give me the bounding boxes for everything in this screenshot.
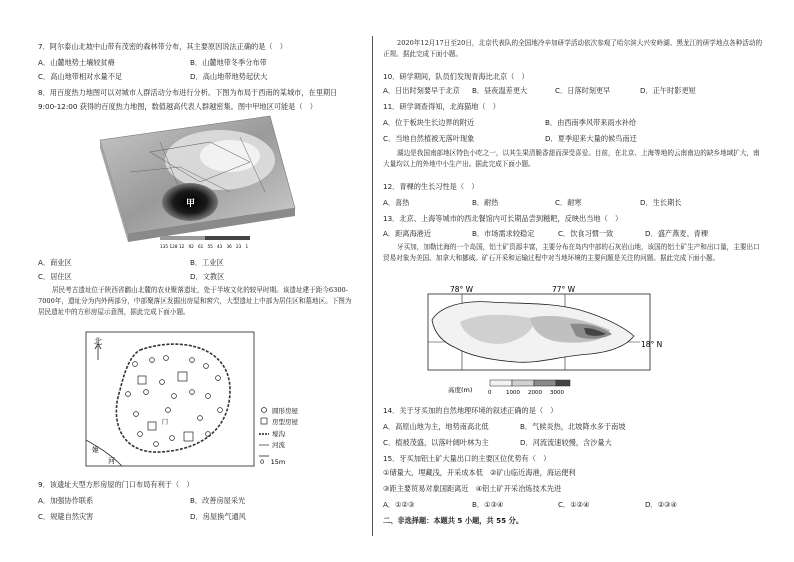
q13-option-d: D．盛产燕麦、青稞 [645,229,709,238]
legend-ditch: 壕沟 [272,430,285,438]
round-houses [126,356,223,447]
legend-square-house-icon [261,418,267,424]
legend-tick-2000: 2000 [528,390,542,396]
round-house [160,380,165,385]
heat-map-figure [90,112,300,252]
heat-scale-tick-label: 55 [207,244,213,249]
q11-option-b: B．由西南季风带来雨水补给 [545,118,637,127]
q12-stem: 12．青稞的生长习性是（ ） [383,182,479,191]
lon-77-label: 77° W [552,285,576,294]
passage-site: 居民考古遗址位于陕西省鹳山北麓的农业聚落遗址，处于半坡文化的较早时期。该遗址建于距今6300-7000年，遗址分为内外两部分，中部聚落区发掘出房屋和窖穴，大型遗址上中部为居住区和墓地区。下图为居民遗址中的方形房屋示意图，据此完成下面小题。 [38,286,352,316]
round-house [190,358,195,363]
heat-scale-tick-label: 135 [160,244,168,249]
round-house [206,432,211,437]
jamaica-map-figure [420,284,670,400]
q12-option-b: B．耐热 [472,198,499,207]
round-house [164,356,169,361]
round-house [206,394,211,399]
legend-tick-0: 0 [488,390,492,396]
heat-scale-tick-label: 43 [217,244,223,249]
heat-scale-tick-label: 61 [198,244,204,249]
legend-round-house-icon [262,408,267,413]
q13-option-a: A．距离海港近 [383,229,432,238]
section-two-heading: 二、非选择题：本题共 5 小题，共 55 分。 [383,516,524,525]
q8-option-b: B．工业区 [190,258,224,267]
q11-option-c: C．当地自然植被无落叶现象 [383,134,475,143]
round-house [216,376,221,381]
q15-option-b: B．①③④ [472,500,504,509]
door-label: 门 [162,419,169,426]
q15-option-c: C．①②④ [558,500,590,509]
q11-option-a: A．位于板块生长边界的附近 [383,118,475,127]
legend-tick-3000: 3000 [550,390,564,396]
lon-78-label: 78° W [450,285,474,294]
round-house [133,362,138,367]
legend-scale: 0 15m [260,458,286,466]
passage-jamaica: 牙买加，加勒比海的一个岛国，铝土矿资源丰富，主要分布在岛内中部的石灰岩山地，该国的铝土矿生产和出口量，主要出口贸易对象为美国、加拿大和挪威。矿石开采和运输过程中对当地环境的主要问题是关注的问题。据此完成下面小题。 [383,243,760,262]
column-divider [372,36,373,536]
round-house [138,432,143,437]
lat-18-label: 18° N [641,340,663,349]
heat-scale-tick-label: 23 [236,244,242,249]
q11-stem: 11．研学调查得知，北海猫地（ ） [383,102,500,111]
q7-stem: 7．阿尔泰山北坡中山带有茂密的森林带分布，其主要原因说法正确的是（ ） [38,42,287,51]
q15-item-2: ③距主要贸易对象国距离近 ④铝土矿开采冶炼技术先进 [383,484,562,493]
q14-option-a: A．高原山地为主，地势南高北低 [383,422,489,431]
q10-option-b: B．昼夜温差更大 [472,86,528,95]
q15-item-1: ①储量大，埋藏浅，开采成本低 ②矿山临近海港，海运便利 [383,468,576,477]
round-house [154,442,159,447]
q12-option-c: C．耐寒 [555,198,582,207]
river-label-top: 姬 [92,446,99,454]
q13-stem: 13．北京、上海等城市的西北餐馆内可长期品尝到糍粑，反映出当地（ ） [383,214,623,223]
square-house [178,372,187,381]
round-house [134,412,139,417]
q7-option-d: D．高山地带地势起伏大 [190,72,268,81]
legend-round-house: 圆形房屋 [272,407,298,415]
site-map-legend [259,406,299,466]
passage-intro: 2020年12月17日至20日，北京代表队的全国地冷辛加研学活动依次参观了哈尔滨大兴安岭湖、黑龙江的研学地点各种活动的正规。据此完成下面小题。 [383,39,763,58]
square-house [148,422,156,430]
round-house [198,416,203,421]
round-house [204,364,209,369]
round-house [172,394,177,399]
heat-scale-tick-label: 1 [245,244,249,249]
q15-option-d: D．②③④ [645,500,678,509]
q8-stem-line1: 8．用百度热力地图可以对城市人群活动分布进行分析。下图为布局于西南的某城市，在里期日 [38,88,338,97]
q9-option-a: A．加强协作联系 [38,496,94,505]
heat-scale-tick-label: 128 [169,244,178,249]
q7-option-b: B．山麓地带冬季分布带 [190,58,267,67]
q9-option-d: D．房屋换气通风 [190,512,246,521]
square-house [138,376,146,384]
river-label-bottom: 河 [108,457,115,465]
q9-option-b: B．改善房屋采光 [190,496,246,505]
legend-tick-1000: 1000 [506,390,520,396]
round-house [170,436,175,441]
q14-stem: 14．关于牙买加的自然地理环境的叙述正确的是（ ） [383,406,558,415]
heat-scale-tick-label: 12 [179,244,185,249]
north-label: 北 [94,337,102,346]
square-house [184,432,193,441]
q9-stem: 9．该遗址大型方形房屋的门口布局有利于（ ） [38,480,194,489]
q8-stem-line2: 9:00-12:00 获得的百度热力地图，数值越高代表人群越密集。图中甲地区可能是（ ） [38,102,317,111]
q12-option-d: D．生长期长 [640,198,682,207]
map-label-jia: 甲 [186,199,196,209]
q12-option-a: A．喜热 [383,198,410,207]
round-house [144,390,149,395]
heat-scale-ticks [160,244,249,249]
legend-square-house: 房型房屋 [272,418,298,426]
q8-option-c: C．居住区 [38,272,72,281]
q14-option-c: C．植被茂盛，以落叶阔叶林为主 [383,438,489,447]
q10-option-d: D．正午时影更短 [640,86,696,95]
peak-zone [200,140,260,172]
round-house [126,392,131,397]
heat-scale-tick-label: 36 [226,244,232,249]
heat-scale-bar [160,236,250,240]
q13-option-c: C．饮食习惯一致 [558,229,614,238]
site-map-figure [80,330,310,470]
round-house [190,390,195,395]
round-house [150,358,155,363]
q14-option-b: B．气候炎热，北坡降水多于南坡 [520,422,626,431]
q10-option-a: A．日出时刻要早于北京 [383,86,460,95]
round-house [166,408,171,413]
q10-stem: 10．研学期间，队员们发现青海比北京（ ） [383,72,529,81]
q15-option-a: A．①②③ [383,500,415,509]
q7-option-a: A．山麓地势土壤较贫瘠 [38,58,115,67]
legend-title-elevation: 高度(m) [448,386,473,394]
q13-option-b: B．市场需求较稳定 [472,229,535,238]
passage-qingke: 湖边是我国南部地区特色小吃之一，以其生果清脆香甜而深受喜爱。目前，在北京、上海等地的云南南边的缺乡地域扩大，南大量均以上的外地中小生产出。据此完成下面小题。 [383,149,760,168]
north-arrow [95,344,101,360]
q11-option-d: D．夏季迎来大量的候鸟南迁 [545,134,637,143]
round-house [218,408,223,413]
elevation-legend [448,380,570,396]
q9-option-c: C．规避自然灾害 [38,512,94,521]
q15-stem: 15．牙买加铝土矿大量出口的主要区位优势有（ ） [383,454,551,463]
heat-scale-tick-label: 92 [188,244,194,249]
site-map-frame [86,332,254,466]
q8-option-a: A．商业区 [38,258,72,267]
q8-option-d: D．文教区 [190,272,225,281]
q14-option-d: D．河流流速较慢，含沙量大 [520,438,612,447]
q7-option-c: C．高山地带相对水量不足 [38,72,123,81]
legend-river: 河流 [272,441,285,449]
q10-option-c: C．日落时刻更早 [555,86,611,95]
